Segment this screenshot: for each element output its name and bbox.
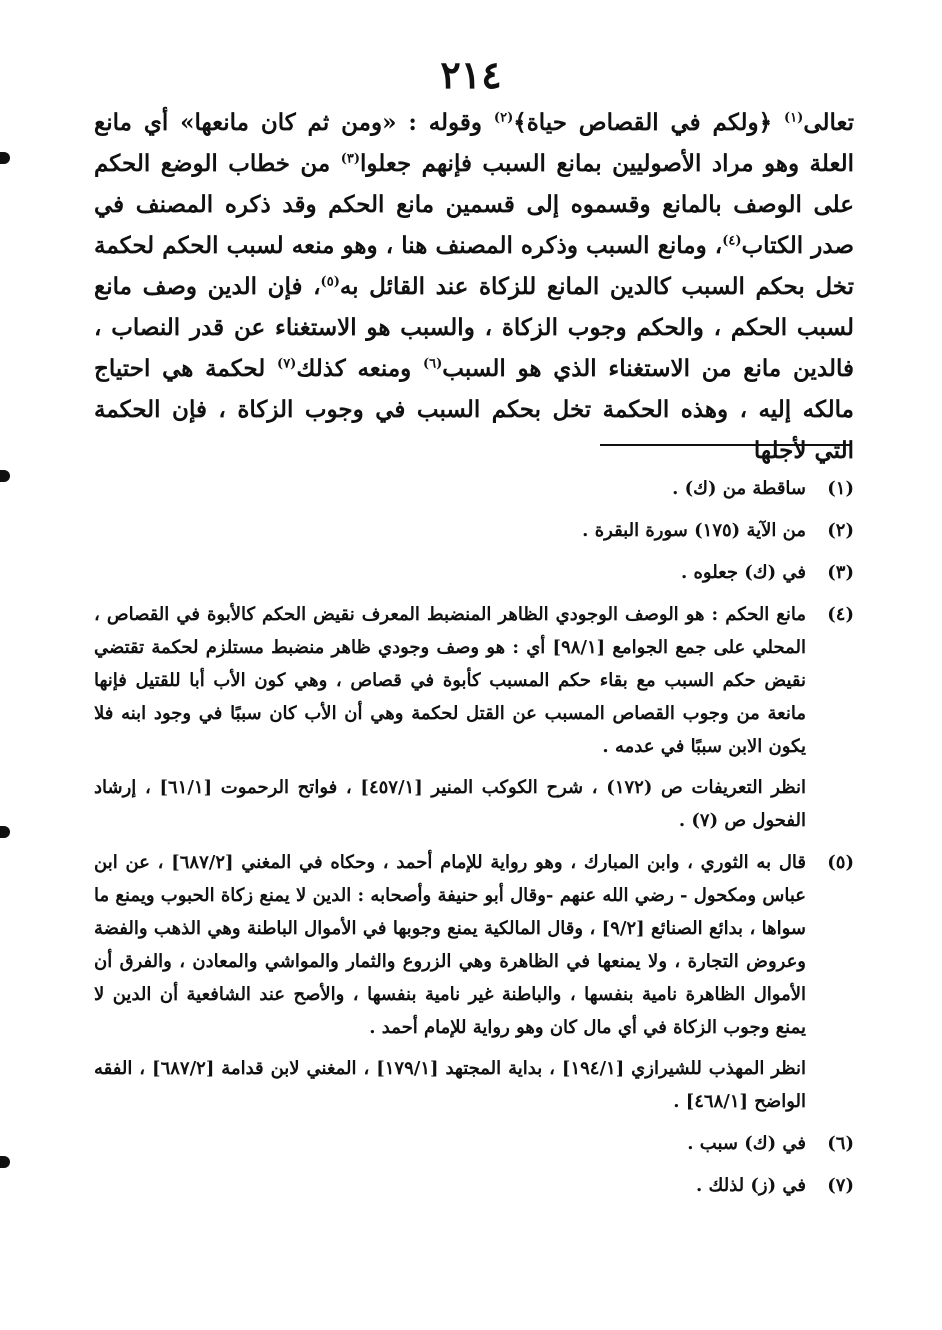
footnote-text: مانع الحكم : هو الوصف الوجودي الظاهر المنضبط المعرف نقيض الحكم كالأبوة في القصاص ، المحلي على جمع الجوامع [٩٨/١] أي : هو وصف وجودي ظاهر منضبط مستلزم لحكمة تقتضي نقيض حكم السبب مع بقاء حكم المسبب كأبوة في قصاص ، وهي كون الأب أبا للقتيل فإنها مانعة من وجوب القصاص المسبب عن القتل لحكمة وهي أن الأب كان سببًا في وجود ابنه فلا يكون الابن سببًا في عدمه . bbox=[94, 604, 806, 757]
footnote-references: انظر التعريفات ص (١٧٢) ، شرح الكوكب المنير [٤٥٧/١] ، فواتح الرحموت [٦١/١] ، إرشاد الفحول ص (٧) . bbox=[94, 777, 806, 831]
footnote-number: (٦) bbox=[827, 1133, 854, 1154]
footnote-number: (٧) bbox=[827, 1175, 854, 1196]
footnote-1 bbox=[94, 472, 854, 505]
footnote-5 bbox=[94, 846, 854, 1118]
main-text-segment: ومنعه كذلك bbox=[296, 355, 423, 382]
footnote-3 bbox=[94, 556, 854, 589]
footnote-6 bbox=[94, 1127, 854, 1160]
footnote-number: (٥) bbox=[827, 852, 854, 873]
footnote-ref: (٧) bbox=[277, 356, 297, 372]
footnote-ref: (٥) bbox=[320, 274, 340, 290]
main-text-segment: وقوله : «ومن ثم كان مانعها» أي مانع العلة وهو مراد الأصوليين بمانع السبب فإنهم جعلوا bbox=[94, 109, 854, 177]
quran-quote: ﴿ولكم في القصاص حياة﴾ bbox=[513, 109, 785, 136]
footnote-ref: (٦) bbox=[423, 356, 443, 372]
footnote-text: من الآية (١٧٥) سورة البقرة . bbox=[582, 520, 806, 541]
footnote-number: (٢) bbox=[827, 520, 854, 541]
footnote-number: (١) bbox=[827, 478, 854, 499]
footnote-ref: (١) bbox=[784, 110, 804, 126]
main-text-segment: تعالى bbox=[803, 109, 854, 136]
binding-mark bbox=[0, 826, 10, 838]
footnote-ref: (٣) bbox=[340, 151, 360, 167]
main-text-segment: ، فإن الدين وصف مانع لسبب الحكم ، والحكم وجوب الزكاة ، والسبب هو الاستغناء عن قدر النصاب ، فالدين مانع من الاستغناء الذي هو السبب bbox=[94, 273, 854, 382]
binding-mark bbox=[0, 152, 10, 164]
main-text-segment: لحكمة هي احتياج مالكه إليه ، وهذه الحكمة تخل بحكم السبب في وجوب الزكاة ، فإن الحكمة التي لأجلها bbox=[94, 355, 854, 464]
footnote-text: في (ك) جعلوه . bbox=[680, 562, 806, 583]
binding-mark bbox=[0, 470, 10, 482]
binding-mark bbox=[0, 1156, 10, 1168]
footnote-number: (٤) bbox=[827, 604, 854, 625]
footnote-text: في (ك) سبب . bbox=[687, 1133, 806, 1154]
footnote-number: (٣) bbox=[827, 562, 854, 583]
footnote-separator bbox=[600, 444, 852, 446]
footnote-references: انظر المهذب للشيرازي [١٩٤/١] ، بداية المجتهد [١٧٩/١] ، المغني لابن قدامة [٦٨٧/٢] ، الفقه الواضح [٤٦٨/١] . bbox=[94, 1058, 806, 1112]
footnote-2 bbox=[94, 514, 854, 547]
footnotes bbox=[94, 472, 854, 1211]
footnote-7 bbox=[94, 1169, 854, 1202]
footnote-text: قال به الثوري ، وابن المبارك ، وهو رواية للإمام أحمد ، وحكاه في المغني [٦٨٧/٢] ، عن ابن عباس ومكحول - رضي الله عنهم -وقال أبو حنيفة وأصحابه : الدين لا يمنع زكاة الحبوب ويمنع ما سواها ، بدائع الصنائع [٩/٢] ، وقال المالكية يمنع وجوبها في الأموال الباطنة وهي الذهب والفضة وعروض التجارة ، ولا يمنعها في الظاهرة وهي الزروع والثمار والمواشي والمعادن ، والفرق أن الأموال الظاهرة نامية بنفسها ، والباطنة غير نامية بنفسها ، والأصح عند الشافعية أن الدين لا يمنع وجوب الزكاة في أي مال كان وهو رواية للإمام أحمد . bbox=[94, 852, 807, 1038]
page-number: ٢١٤ bbox=[440, 52, 502, 97]
main-text bbox=[94, 102, 854, 471]
footnote-ref: (٢) bbox=[493, 110, 514, 126]
footnote-text: ساقطة من (ك) . bbox=[672, 478, 806, 499]
footnote-ref: (٤) bbox=[722, 233, 742, 249]
main-text-segment: من خطاب الوضع الحكم على الوصف بالمانع وقسموه إلى قسمين مانع الحكم وقد ذكره المصنف في صدر الكتاب bbox=[94, 150, 855, 259]
footnote-text: في (ز) لذلك . bbox=[696, 1175, 806, 1196]
main-text-segment: ، ومانع السبب وذكره المصنف هنا ، وهو منعه لسبب الحكم لحكمة تخل بحكم السبب كالدين المانع للزكاة عند القائل به bbox=[94, 232, 854, 300]
footnote-4 bbox=[94, 598, 854, 837]
